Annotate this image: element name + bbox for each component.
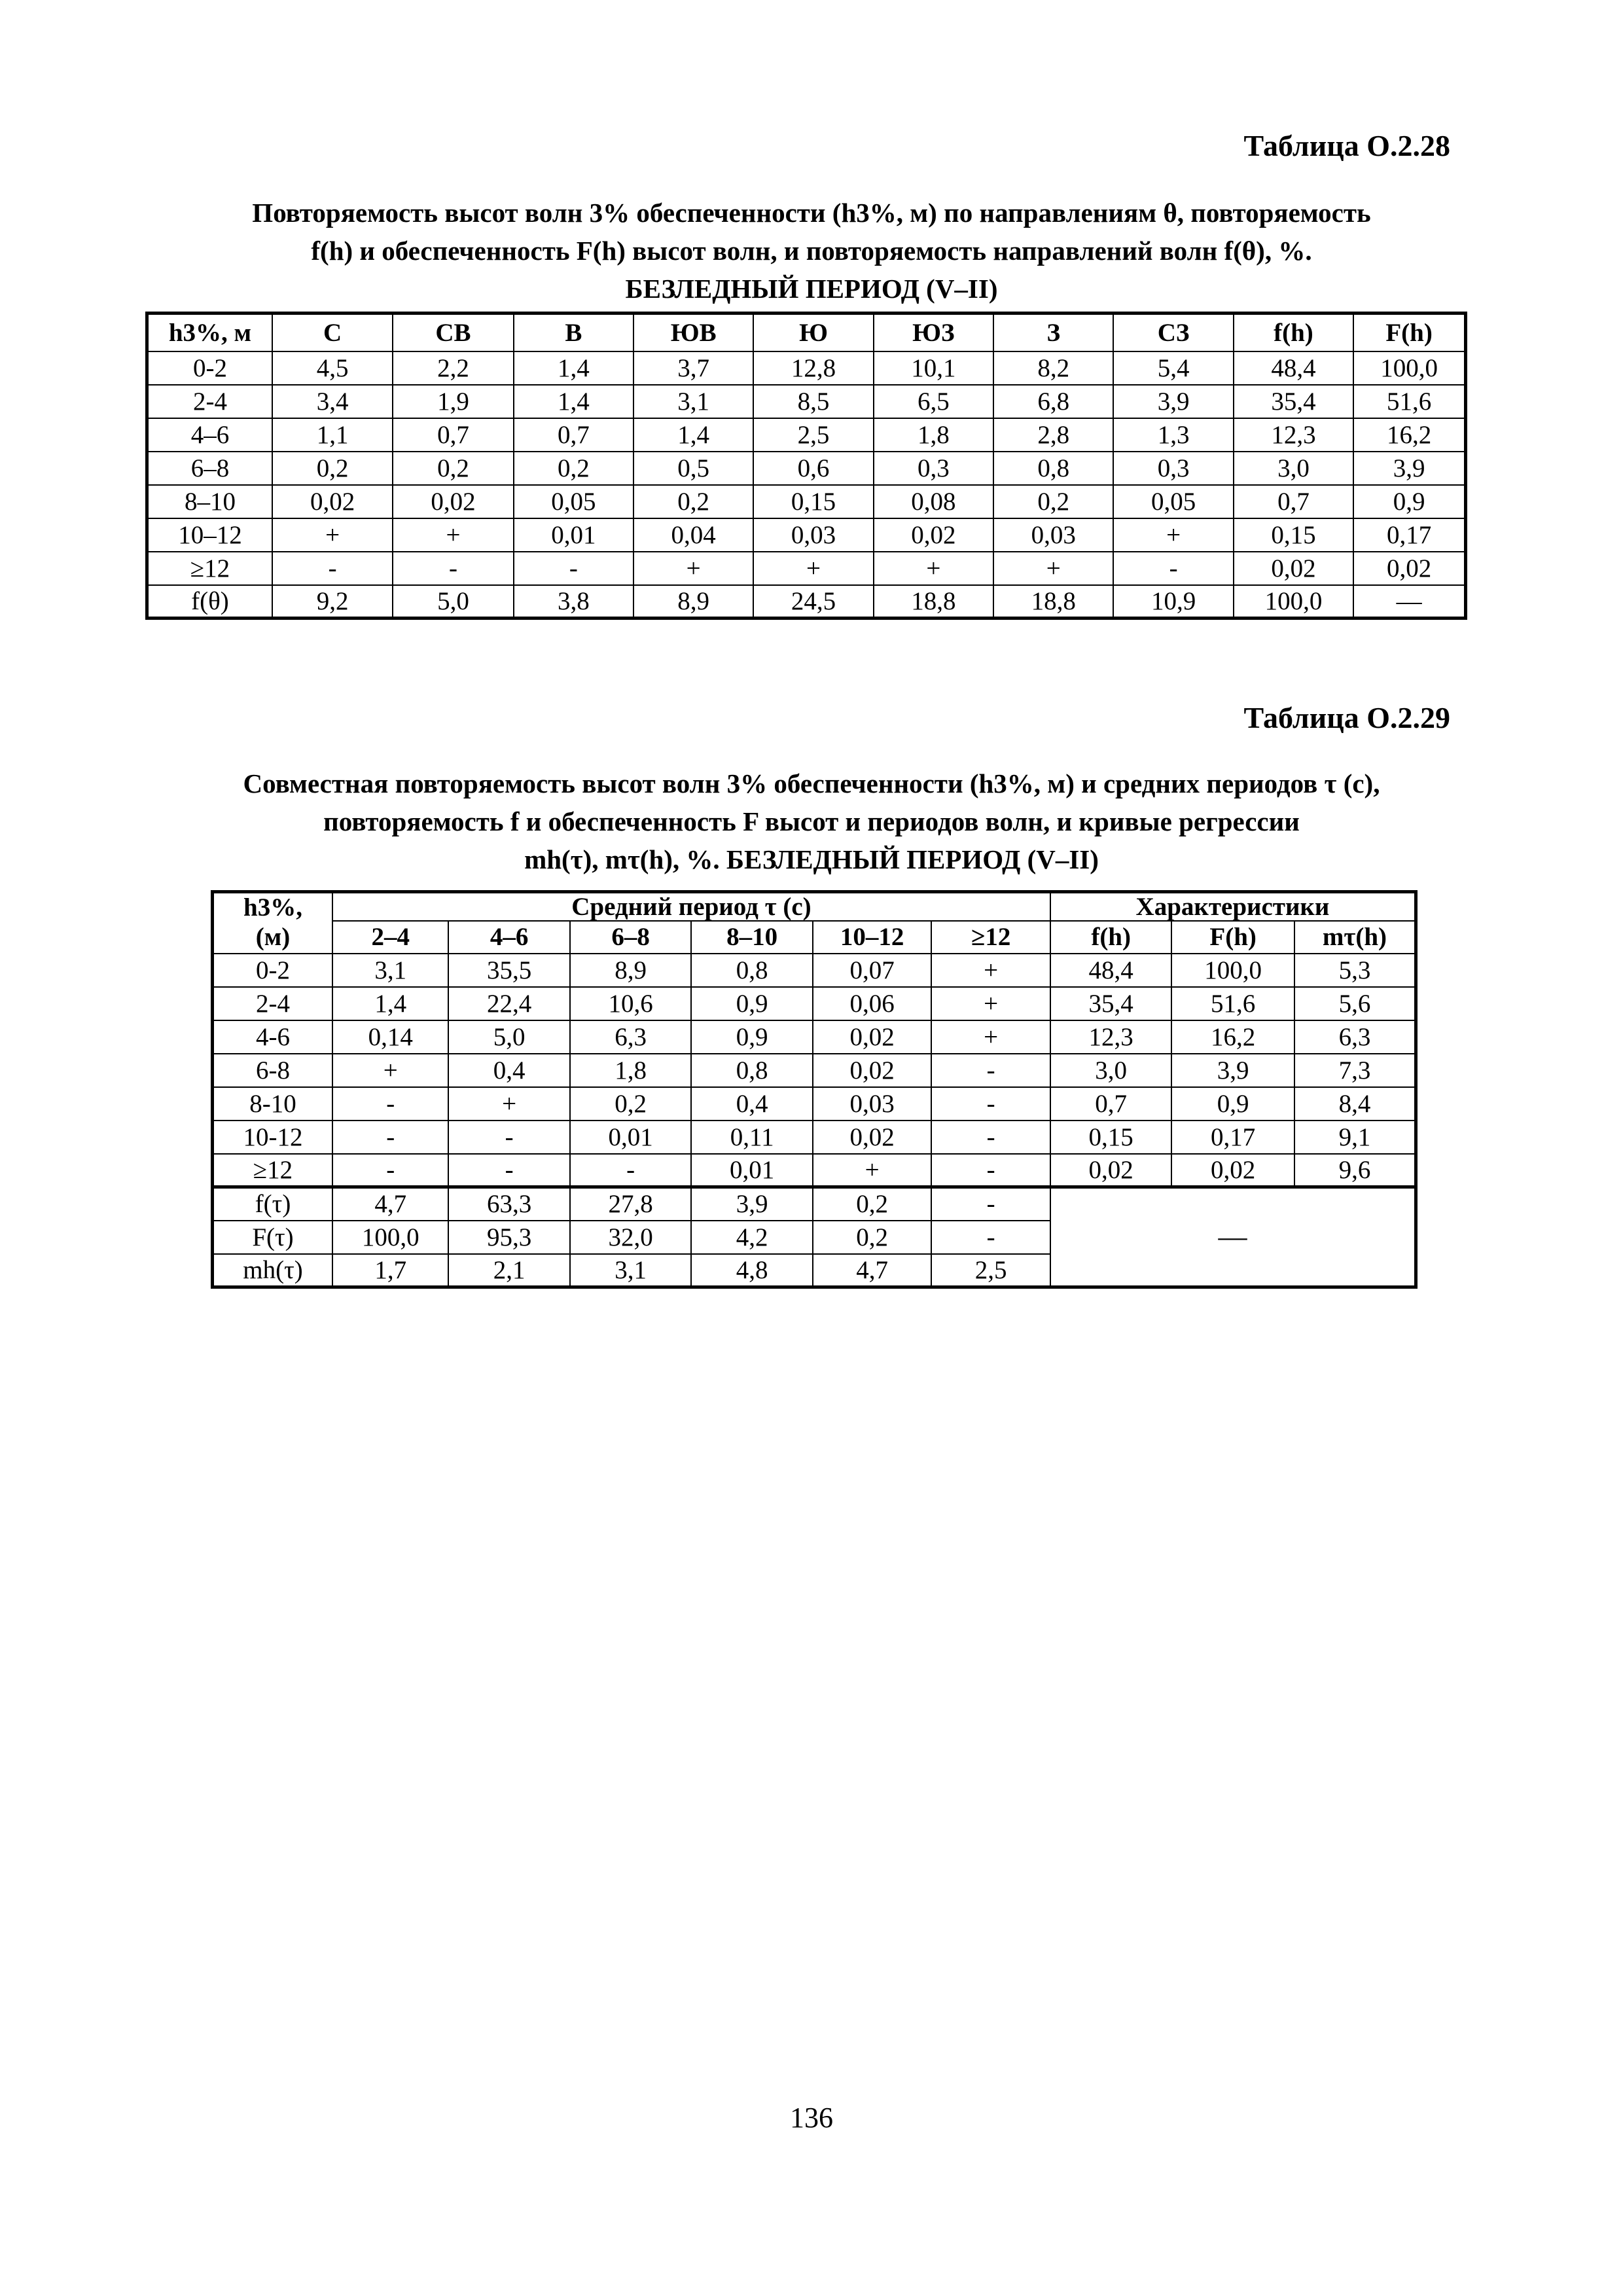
table-2-caption-line: повторяемость f и обеспеченность F высот и периодов волн, и кривые регрессии bbox=[323, 806, 1300, 836]
table-2-caption bbox=[157, 764, 1466, 878]
row-header-cell: ≥12 bbox=[213, 1154, 332, 1187]
table-cell: + bbox=[753, 552, 873, 585]
row-header-cell: 10–12 bbox=[147, 518, 272, 552]
header-cell: F(h) bbox=[1353, 314, 1465, 351]
table-cell: 18,8 bbox=[874, 585, 993, 619]
row-header-cell: 2-4 bbox=[213, 987, 332, 1020]
table-cell: 0,2 bbox=[272, 452, 393, 485]
group-char-header: Характеристики bbox=[1050, 892, 1416, 921]
table-cell: 5,6 bbox=[1294, 987, 1416, 1020]
table-row bbox=[213, 1087, 1416, 1121]
table-cell: - bbox=[332, 1121, 448, 1154]
table-cell: 1,4 bbox=[332, 987, 448, 1020]
table-cell: + bbox=[874, 552, 993, 585]
table-row bbox=[213, 1154, 1416, 1187]
table-cell: 0,7 bbox=[1050, 1087, 1172, 1121]
row-header-cell: 4–6 bbox=[147, 418, 272, 452]
table-cell: 1,8 bbox=[570, 1054, 692, 1087]
header-cell: f(h) bbox=[1234, 314, 1353, 351]
table-cell: 1,1 bbox=[272, 418, 393, 452]
table-cell: 0,17 bbox=[1171, 1121, 1294, 1154]
table-cell: 0,02 bbox=[813, 1054, 931, 1087]
table-cell: 0,3 bbox=[1113, 452, 1233, 485]
table-cell: + bbox=[448, 1087, 570, 1121]
table-cell: 0,8 bbox=[993, 452, 1113, 485]
table-cell: 7,3 bbox=[1294, 1054, 1416, 1087]
corner-cell bbox=[213, 892, 332, 954]
table-1-caption-line: f(h) и обеспеченность F(h) высот волн, и повторяемость направлений волн f(θ), %. bbox=[311, 236, 1312, 266]
row-header-cell: f(τ) bbox=[213, 1187, 332, 1221]
table-row bbox=[147, 452, 1466, 485]
table-cell: 3,9 bbox=[1113, 385, 1233, 418]
table-cell: 6,3 bbox=[1294, 1020, 1416, 1054]
table-cell: 0,08 bbox=[874, 485, 993, 518]
table-cell: 100,0 bbox=[1234, 585, 1353, 619]
table-cell: 1,7 bbox=[332, 1254, 448, 1287]
table-cell: - bbox=[570, 1154, 692, 1187]
table-cell: + bbox=[931, 987, 1050, 1020]
row-header-cell: ≥12 bbox=[147, 552, 272, 585]
table-cell: 24,5 bbox=[753, 585, 873, 619]
table-cell: 6,8 bbox=[993, 385, 1113, 418]
table-cell: 0,2 bbox=[813, 1221, 931, 1254]
table-cell: 2,5 bbox=[753, 418, 873, 452]
header-cell: З bbox=[993, 314, 1113, 351]
table-2-caption-line: mh(τ), mτ(h), %. БЕЗЛЕДНЫЙ ПЕРИОД (V–II) bbox=[524, 844, 1099, 874]
table-cell: 63,3 bbox=[448, 1187, 570, 1221]
table-row bbox=[147, 552, 1466, 585]
row-header-cell: 0-2 bbox=[147, 351, 272, 385]
table-cell: - bbox=[931, 1121, 1050, 1154]
table-cell: 51,6 bbox=[1353, 385, 1465, 418]
table-cell: 6,5 bbox=[874, 385, 993, 418]
table-cell: 35,4 bbox=[1050, 987, 1172, 1020]
table-cell: 48,4 bbox=[1234, 351, 1353, 385]
table-cell: 0,2 bbox=[393, 452, 513, 485]
table-cell: 0,06 bbox=[813, 987, 931, 1020]
table-cell: 5,0 bbox=[448, 1020, 570, 1054]
table-cell: 0,9 bbox=[1353, 485, 1465, 518]
header-cell: 4–6 bbox=[448, 921, 570, 954]
table-summary-row bbox=[213, 1187, 1416, 1221]
table-cell: 95,3 bbox=[448, 1221, 570, 1254]
table-cell: 8,9 bbox=[570, 954, 692, 987]
table-cell: 0,2 bbox=[633, 485, 753, 518]
table-cell: - bbox=[332, 1154, 448, 1187]
table-row bbox=[147, 518, 1466, 552]
table-1-label: Таблица О.2.28 bbox=[1243, 129, 1450, 162]
table-cell: 0,02 bbox=[813, 1121, 931, 1154]
table-cell: 16,2 bbox=[1171, 1020, 1294, 1054]
table-cell: 3,9 bbox=[1353, 452, 1465, 485]
header-cell: F(h) bbox=[1171, 921, 1294, 954]
table-cell: 5,4 bbox=[1113, 351, 1233, 385]
header-cell: h3%, м bbox=[147, 314, 272, 351]
table-2-body bbox=[213, 954, 1416, 1287]
table-cell: 3,7 bbox=[633, 351, 753, 385]
table-cell: 22,4 bbox=[448, 987, 570, 1020]
table-cell: 2,2 bbox=[393, 351, 513, 385]
table-cell: + bbox=[931, 954, 1050, 987]
row-header-cell: 8–10 bbox=[147, 485, 272, 518]
table-cell: 0,14 bbox=[332, 1020, 448, 1054]
table-1-body bbox=[147, 351, 1466, 619]
table-2-header-row bbox=[213, 921, 1416, 954]
table-cell: 3,1 bbox=[633, 385, 753, 418]
corner-line: h3%, bbox=[243, 893, 302, 922]
table-cell: - bbox=[272, 552, 393, 585]
table-cell: - bbox=[931, 1087, 1050, 1121]
table-cell: 0,03 bbox=[993, 518, 1113, 552]
table-cell: 18,8 bbox=[993, 585, 1113, 619]
table-cell: 9,2 bbox=[272, 585, 393, 619]
table-cell: 35,4 bbox=[1234, 385, 1353, 418]
table-cell: 8,5 bbox=[753, 385, 873, 418]
table-cell: 51,6 bbox=[1171, 987, 1294, 1020]
table-cell: 0,01 bbox=[570, 1121, 692, 1154]
table-cell: - bbox=[1113, 552, 1233, 585]
table-cell: 0,07 bbox=[813, 954, 931, 987]
table-cell: 8,4 bbox=[1294, 1087, 1416, 1121]
header-cell: СВ bbox=[393, 314, 513, 351]
table-cell: 35,5 bbox=[448, 954, 570, 987]
table-cell: + bbox=[813, 1154, 931, 1187]
table-cell: 100,0 bbox=[332, 1221, 448, 1254]
table-cell: 10,1 bbox=[874, 351, 993, 385]
table-cell: 0,15 bbox=[1050, 1121, 1172, 1154]
table-cell: 32,0 bbox=[570, 1221, 692, 1254]
table-row bbox=[147, 585, 1466, 619]
row-header-cell: F(τ) bbox=[213, 1221, 332, 1254]
table-1-caption-line: Повторяемость высот волн 3% обеспеченности (h3%, м) по направлениям θ, повторяемость bbox=[252, 198, 1371, 228]
table-cell: 12,8 bbox=[753, 351, 873, 385]
table-cell: 0,9 bbox=[1171, 1087, 1294, 1121]
row-header-cell: 10-12 bbox=[213, 1121, 332, 1154]
table-cell: 0,02 bbox=[272, 485, 393, 518]
table-cell: + bbox=[633, 552, 753, 585]
table-1-header-row bbox=[147, 314, 1466, 351]
table-cell: 27,8 bbox=[570, 1187, 692, 1221]
table-cell: + bbox=[1113, 518, 1233, 552]
table-cell: 0,7 bbox=[1234, 485, 1353, 518]
table-row bbox=[213, 1121, 1416, 1154]
table-cell: 5,3 bbox=[1294, 954, 1416, 987]
table-cell: 0,02 bbox=[1050, 1154, 1172, 1187]
table-cell: 8,2 bbox=[993, 351, 1113, 385]
table-cell: 1,4 bbox=[633, 418, 753, 452]
table-cell: 4,7 bbox=[813, 1254, 931, 1287]
table-cell: 3,0 bbox=[1234, 452, 1353, 485]
header-cell: ЮЗ bbox=[874, 314, 993, 351]
corner-line: (м) bbox=[255, 923, 291, 952]
table-row bbox=[147, 385, 1466, 418]
row-header-cell: 6–8 bbox=[147, 452, 272, 485]
table-cell: 0,7 bbox=[514, 418, 633, 452]
table-cell: 2,8 bbox=[993, 418, 1113, 452]
table-cell: 0,3 bbox=[874, 452, 993, 485]
table-cell: + bbox=[272, 518, 393, 552]
table-cell: 10,9 bbox=[1113, 585, 1233, 619]
table-cell: 4,8 bbox=[691, 1254, 813, 1287]
table-cell: 0,02 bbox=[1353, 552, 1465, 585]
table-cell: - bbox=[931, 1054, 1050, 1087]
table-row bbox=[213, 954, 1416, 987]
table-cell: 8,9 bbox=[633, 585, 753, 619]
table-cell: 0,05 bbox=[1113, 485, 1233, 518]
table-cell: 0,6 bbox=[753, 452, 873, 485]
table-cell: 4,5 bbox=[272, 351, 393, 385]
header-cell: Ю bbox=[753, 314, 873, 351]
table-cell: 0,8 bbox=[691, 954, 813, 987]
table-row bbox=[147, 351, 1466, 385]
table-cell: + bbox=[993, 552, 1113, 585]
table-row bbox=[213, 987, 1416, 1020]
table-2 bbox=[211, 890, 1418, 1289]
table-cell: 0,2 bbox=[993, 485, 1113, 518]
table-cell: - bbox=[514, 552, 633, 585]
table-cell: 0,02 bbox=[874, 518, 993, 552]
header-cell: В bbox=[514, 314, 633, 351]
table-row bbox=[213, 1054, 1416, 1087]
table-cell: 0,01 bbox=[691, 1154, 813, 1187]
table-cell: - bbox=[332, 1087, 448, 1121]
table-cell: 0,9 bbox=[691, 1020, 813, 1054]
table-cell: 0,02 bbox=[1171, 1154, 1294, 1187]
header-cell: 2–4 bbox=[332, 921, 448, 954]
row-header-cell: 0-2 bbox=[213, 954, 332, 987]
header-cell: 6–8 bbox=[570, 921, 692, 954]
table-cell: 0,9 bbox=[691, 987, 813, 1020]
table-2-group-header-row bbox=[213, 892, 1416, 921]
table-cell: + bbox=[332, 1054, 448, 1087]
table-cell: 3,0 bbox=[1050, 1054, 1172, 1087]
table-1-caption bbox=[157, 194, 1466, 308]
row-header-cell: 8-10 bbox=[213, 1087, 332, 1121]
table-cell: 0,01 bbox=[514, 518, 633, 552]
table-cell: 3,9 bbox=[691, 1187, 813, 1221]
table-cell: 0,7 bbox=[393, 418, 513, 452]
table-cell: 6,3 bbox=[570, 1020, 692, 1054]
row-header-cell: mh(τ) bbox=[213, 1254, 332, 1287]
table-row bbox=[213, 1020, 1416, 1054]
table-cell: 4,7 bbox=[332, 1187, 448, 1221]
header-cell: С bbox=[272, 314, 393, 351]
table-cell: 1,8 bbox=[874, 418, 993, 452]
table-cell: 1,4 bbox=[514, 385, 633, 418]
table-cell: 100,0 bbox=[1353, 351, 1465, 385]
page-number: 136 bbox=[790, 2102, 833, 2134]
table-cell: - bbox=[931, 1154, 1050, 1187]
table-cell: 1,9 bbox=[393, 385, 513, 418]
header-cell: ЮВ bbox=[633, 314, 753, 351]
table-cell: 1,4 bbox=[514, 351, 633, 385]
table-cell: - bbox=[448, 1121, 570, 1154]
table-cell: 0,4 bbox=[691, 1087, 813, 1121]
row-header-cell: 4-6 bbox=[213, 1020, 332, 1054]
table-cell: 9,1 bbox=[1294, 1121, 1416, 1154]
table-2-label: Таблица О.2.29 bbox=[1243, 701, 1450, 734]
table-cell: 10,6 bbox=[570, 987, 692, 1020]
header-cell: ≥12 bbox=[931, 921, 1050, 954]
table-cell: 100,0 bbox=[1171, 954, 1294, 987]
table-cell: 0,15 bbox=[1234, 518, 1353, 552]
table-cell: 0,17 bbox=[1353, 518, 1465, 552]
table-cell: 0,02 bbox=[813, 1020, 931, 1054]
table-cell: 9,6 bbox=[1294, 1154, 1416, 1187]
table-cell: 3,1 bbox=[570, 1254, 692, 1287]
row-header-cell: 2-4 bbox=[147, 385, 272, 418]
table-cell: - bbox=[931, 1221, 1050, 1254]
table-cell: 0,02 bbox=[393, 485, 513, 518]
table-cell: 3,9 bbox=[1171, 1054, 1294, 1087]
table-1 bbox=[145, 312, 1467, 620]
table-cell: 16,2 bbox=[1353, 418, 1465, 452]
table-cell: 0,03 bbox=[753, 518, 873, 552]
header-cell: СЗ bbox=[1113, 314, 1233, 351]
table-cell: 0,04 bbox=[633, 518, 753, 552]
table-cell: 12,3 bbox=[1050, 1020, 1172, 1054]
empty-characteristics-cell: — bbox=[1050, 1187, 1416, 1287]
table-cell: 48,4 bbox=[1050, 954, 1172, 987]
table-cell: 0,8 bbox=[691, 1054, 813, 1087]
header-cell: 10–12 bbox=[813, 921, 931, 954]
table-cell: 3,4 bbox=[272, 385, 393, 418]
header-cell: mτ(h) bbox=[1294, 921, 1416, 954]
table-cell: — bbox=[1353, 585, 1465, 619]
row-header-cell: f(θ) bbox=[147, 585, 272, 619]
table-cell: - bbox=[448, 1154, 570, 1187]
table-cell: 0,2 bbox=[813, 1187, 931, 1221]
table-cell: 0,2 bbox=[514, 452, 633, 485]
table-cell: + bbox=[931, 1020, 1050, 1054]
header-cell: 8–10 bbox=[691, 921, 813, 954]
table-cell: 3,1 bbox=[332, 954, 448, 987]
table-cell: - bbox=[393, 552, 513, 585]
table-row bbox=[147, 418, 1466, 452]
table-cell: 0,05 bbox=[514, 485, 633, 518]
header-cell: f(h) bbox=[1050, 921, 1172, 954]
row-header-cell: 6-8 bbox=[213, 1054, 332, 1087]
table-1-caption-line: БЕЗЛЕДНЫЙ ПЕРИОД (V–II) bbox=[625, 274, 998, 304]
table-cell: 0,03 bbox=[813, 1087, 931, 1121]
table-cell: 0,5 bbox=[633, 452, 753, 485]
table-cell: 4,2 bbox=[691, 1221, 813, 1254]
table-2-caption-line: Совместная повторяемость высот волн 3% обеспеченности (h3%, м) и средних периодов τ (с), bbox=[243, 768, 1380, 798]
table-cell: 2,1 bbox=[448, 1254, 570, 1287]
table-cell: + bbox=[393, 518, 513, 552]
table-cell: 0,15 bbox=[753, 485, 873, 518]
table-cell: 3,8 bbox=[514, 585, 633, 619]
table-cell: 12,3 bbox=[1234, 418, 1353, 452]
table-cell: 0,2 bbox=[570, 1087, 692, 1121]
table-cell: 5,0 bbox=[393, 585, 513, 619]
table-cell: 0,02 bbox=[1234, 552, 1353, 585]
table-cell: - bbox=[931, 1187, 1050, 1221]
table-row bbox=[147, 485, 1466, 518]
table-cell: 0,11 bbox=[691, 1121, 813, 1154]
group-period-header: Средний период τ (с) bbox=[332, 892, 1050, 921]
table-cell: 1,3 bbox=[1113, 418, 1233, 452]
table-cell: 0,4 bbox=[448, 1054, 570, 1087]
table-cell: 2,5 bbox=[931, 1254, 1050, 1287]
